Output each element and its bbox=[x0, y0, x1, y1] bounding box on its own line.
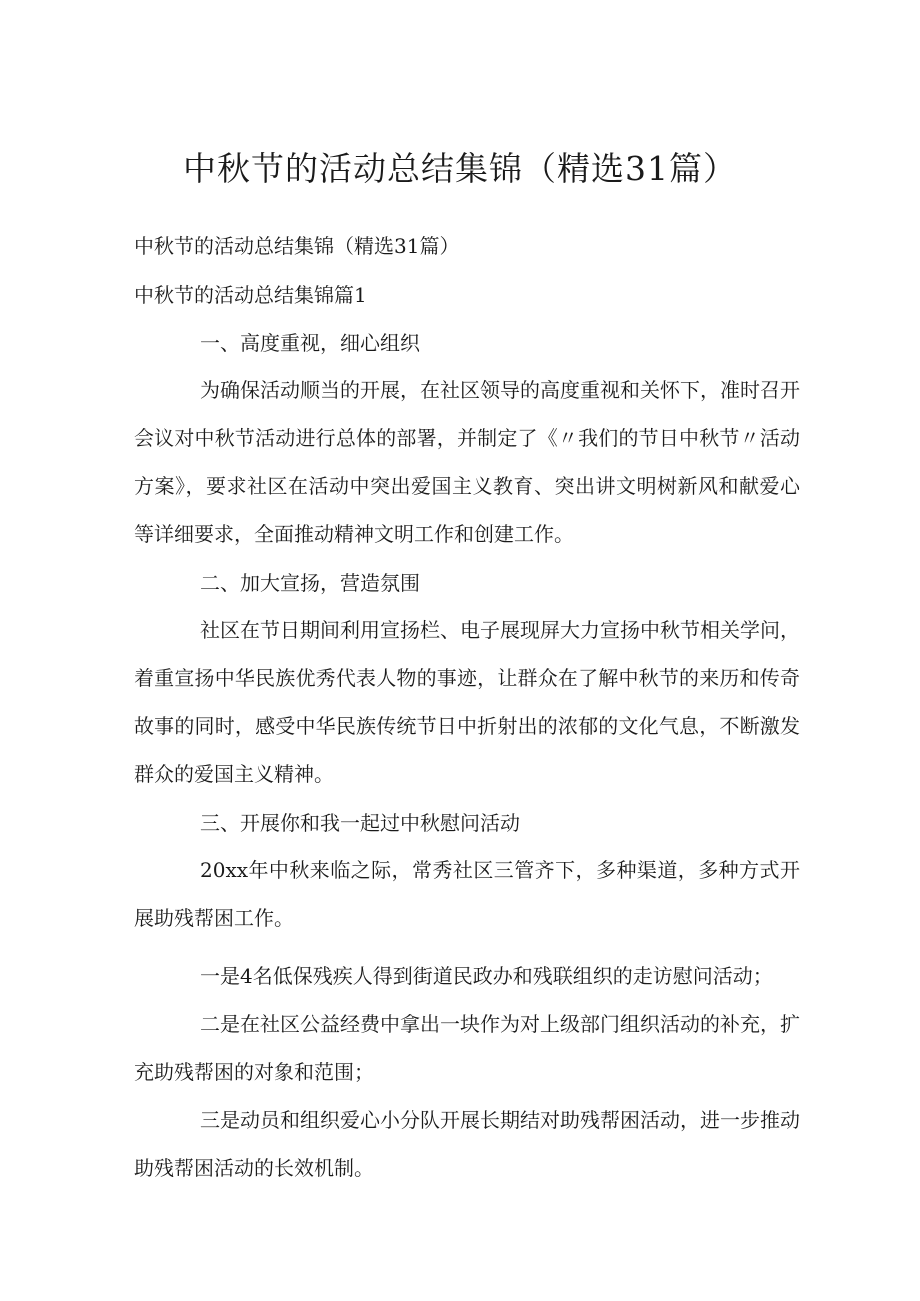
list-item-2-text: 二是在社区公益经费中拿出一块作为对上级部门组织活动的补充，扩充助残帮困的对象和范围； bbox=[134, 1012, 800, 1084]
paragraph-3 bbox=[134, 846, 800, 942]
paragraph-2-text: 社区在节日期间利用宣扬栏、电子展现屏大力宣扬中秋节相关学问，着重宣扬中华民族优秀代表人物的事迹，让群众在了解中秋节的来历和传奇故事的同时，感受中华民族传统节日中折射出的浓郁的文化气息，不断激发群众的爱国主义精神。 bbox=[134, 618, 800, 786]
heading-2: 二、加大宣扬，营造氛围 bbox=[200, 571, 420, 595]
paragraph-1-text: 为确保活动顺当的开展，在社区领导的高度重视和关怀下，准时召开会议对中秋节活动进行总体的部署，并制定了《〃我们的节日中秋节〃活动方案》，要求社区在活动中突出爱国主义教育、突出讲文明树新风和献爱心等详细要求，全面推动精神文明工作和创建工作。 bbox=[134, 378, 800, 546]
section-heading: 中秋节的活动总结集锦篇1 bbox=[134, 283, 367, 307]
paragraph-2 bbox=[134, 606, 800, 798]
list-item-3 bbox=[134, 1096, 800, 1192]
list-item-3-text: 三是动员和组织爱心小分队开展长期结对助残帮困活动，进一步推动助残帮困活动的长效机制。 bbox=[134, 1108, 800, 1180]
heading-3: 三、开展你和我一起过中秋慰问活动 bbox=[200, 811, 520, 835]
document-title: 中秋节的活动总结集锦（精选31篇） bbox=[183, 149, 737, 188]
list-item-1 bbox=[134, 952, 800, 1000]
list-item-1-text: 一是4名低保残疾人得到街道民政办和残联组织的走访慰问活动； bbox=[200, 964, 773, 988]
list-item-2 bbox=[134, 1000, 800, 1096]
paragraph-3-text: 20xx年中秋来临之际，常秀社区三管齐下，多种渠道，多种方式开展助残帮困工作。 bbox=[134, 858, 800, 930]
document-subtitle: 中秋节的活动总结集锦（精选31篇） bbox=[134, 234, 460, 258]
paragraph-1 bbox=[134, 366, 800, 558]
heading-1: 一、高度重视，细心组织 bbox=[200, 331, 420, 355]
